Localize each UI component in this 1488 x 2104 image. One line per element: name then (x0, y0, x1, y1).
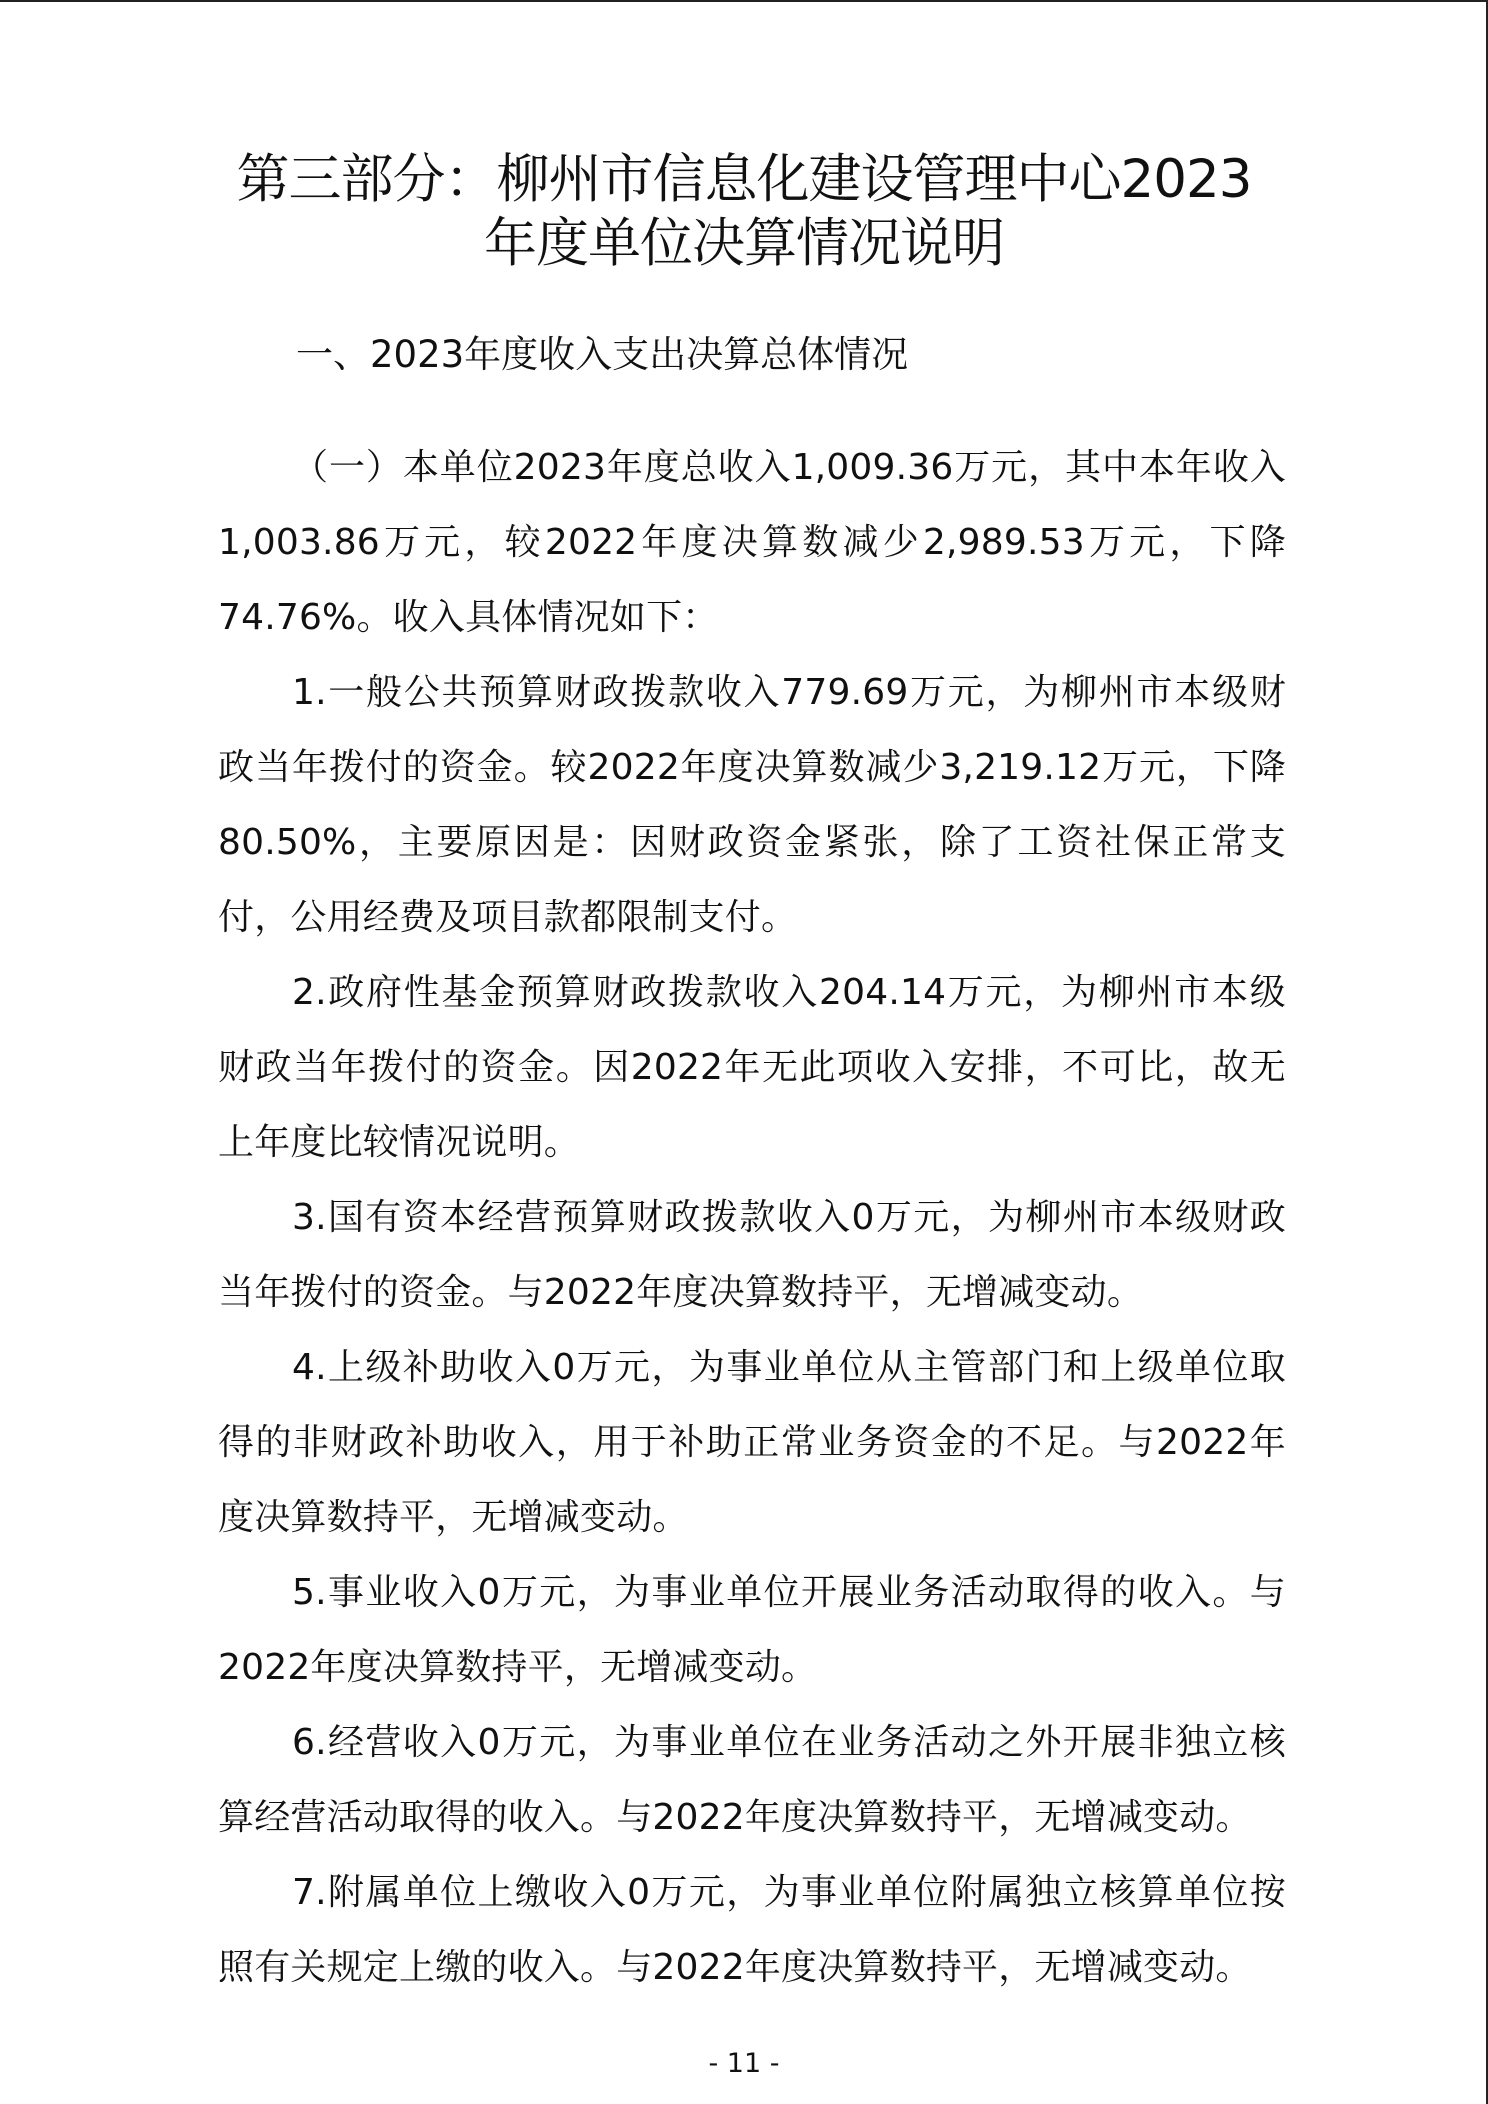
paragraph-affiliated-unit-income: 7.附属单位上缴收入0万元，为事业单位附属独立核算单位按照有关规定上缴的收入。与2022年度决算数持平，无增减变动。 (218, 1872, 1286, 1988)
paragraph-business-income: 5.事业收入0万元，为事业单位开展业务活动取得的收入。与2022年度决算数持平，无增减变动。 (218, 1572, 1286, 1688)
paragraph-total-income: （一）本单位2023年度总收入1,009.36万元，其中本年收入1,003.86万元，较2022年度决算数减少2,989.53万元，下降74.76%。收入具体情况如下： (218, 447, 1286, 638)
paragraph-general-budget-income: 1.一般公共预算财政拨款收入779.69万元，为柳州市本级财政当年拨付的资金。较2022年度决算数减少3,219.12万元，下降80.50%，主要原因是：因财政资金紧张，除了工资社保正常支付，公用经费及项目款都限制支付。 (218, 672, 1286, 938)
page-number: - 11 - (708, 2048, 780, 2079)
document-title-line-2: 年度单位决算情况说明 (484, 213, 1004, 274)
paragraph-superior-subsidy-income: 4.上级补助收入0万元，为事业单位从主管部门和上级单位取得的非财政补助收入，用于补助正常业务资金的不足。与2022年度决算数持平，无增减变动。 (218, 1347, 1286, 1538)
paragraph-operating-income: 6.经营收入0万元，为事业单位在业务活动之外开展非独立核算经营活动取得的收入。与2022年度决算数持平，无增减变动。 (218, 1722, 1286, 1838)
paragraph-state-capital-income: 3.国有资本经营预算财政拨款收入0万元，为柳州市本级财政当年拨付的资金。与2022年度决算数持平，无增减变动。 (218, 1197, 1286, 1313)
document-title (150, 148, 1338, 276)
section-heading: 一、2023年度收入支出决算总体情况 (296, 333, 909, 376)
paragraph-government-fund-income: 2.政府性基金预算财政拨款收入204.14万元，为柳州市本级财政当年拨付的资金。因2022年无此项收入安排，不可比，故无上年度比较情况说明。 (218, 972, 1286, 1163)
document-title-line-1: 第三部分：柳州市信息化建设管理中心2023 (236, 149, 1252, 210)
